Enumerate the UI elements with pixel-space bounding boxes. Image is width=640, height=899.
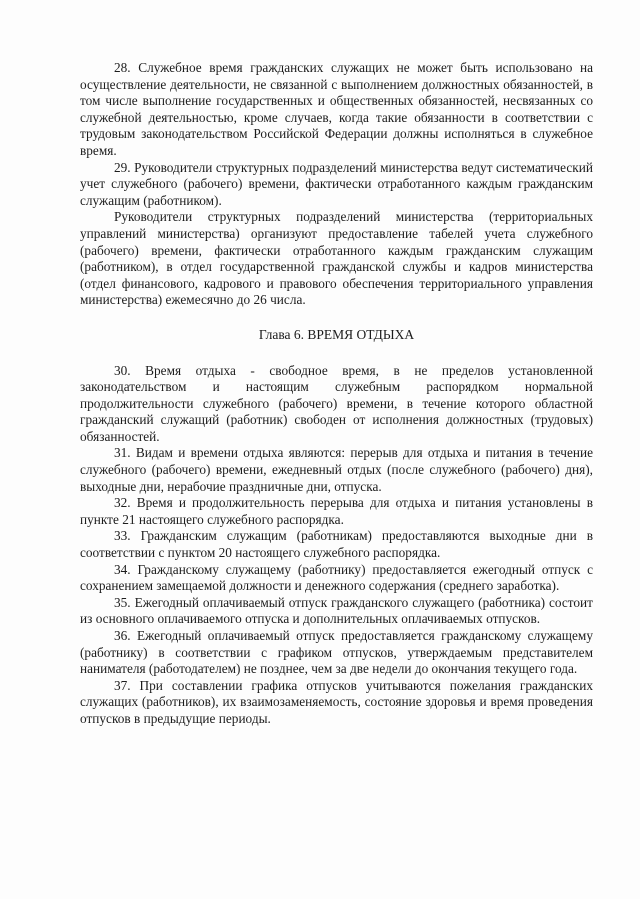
paragraph-32: 32. Время и продолжительность перерыва для отдыха и питания установлены в пункте 21 настоящего служебного распорядка. <box>80 495 593 527</box>
paragraph-35: 35. Ежегодный оплачиваемый отпуск гражданского служащего (работника) состоит из основного оплачиваемого отпуска и дополнительных оплачиваемых отпусков. <box>80 594 593 627</box>
paragraph-37: 37. При составлении графика отпусков учитываются пожелания гражданских служащих (работников), их взаимозаменяемость, состояние здоровья и время проведения отпусков в предыдущие периоды. <box>80 677 593 726</box>
paragraph-29: 29. Руководители структурных подразделений министерства ведут систематический учет служебного (рабочего) времени, фактически отработанного каждым гражданским служащим (работником). <box>80 159 593 208</box>
paragraph-30: 30. Время отдыха - свободное время, в не пределов установленной законодательством и настоящим служебным распорядком нормальной продолжительности служебного (рабочего) времени, в течение которого областной гражданский служащий (работник) свободен от исполнения должностных (трудовых) обязанностей. <box>80 362 593 444</box>
paragraph-33: 33. Гражданским служащим (работникам) предоставляются выходные дни в соответствии с пунктом 20 настоящего служебного распорядка. <box>80 528 593 561</box>
paragraph-31: 31. Видам и времени отдыха являются: перерыв для отдыха и питания в течение служебного (рабочего) времени, ежедневный отдых (после служебного (рабочего) дня), выходные дни, нерабочие праздничные дни, отпуска. <box>80 445 593 494</box>
paragraph-28: 28. Служебное время гражданских служащих не может быть использовано на осуществление деятельности, не связанной с выполнением должностных обязанностей, в том числе выполнение государственных и общественных обязанностей, несвязанных со служебной деятельностью, кроме случаев, когда такие обязанности в соответствии с трудовым законодательством Российской Федерации должны исполняться в служебное время. <box>80 60 593 158</box>
paragraph-36: 36. Ежегодный оплачиваемый отпуск предоставляется гражданскому служащему (работнику) в соответствии с графиком отпусков, утверждаемым представителем нанимателя (работодателем) не позднее, чем за две недели до окончания текущего года. <box>80 628 593 677</box>
paragraph-34: 34. Гражданскому служащему (работнику) предоставляется ежегодный отпуск с сохранением замещаемой должности и денежного содержания (среднего заработка). <box>80 561 593 594</box>
chapter-heading: Глава 6. ВРЕМЯ ОТДЫХА <box>258 326 415 342</box>
document-body <box>80 60 593 728</box>
paragraph-29-continued: Руководители структурных подразделений министерства (территориальных управлений министерства) организуют предоставление табелей учета служебного (рабочего) времени, фактически отработанного каждым гражданским служащим (работником), в отдел государственной гражданской службы и кадров министерства (отдел финансового, кадрового и правового обеспечения территориального управления министерства) ежемесячно до 26 числа. <box>80 209 593 308</box>
